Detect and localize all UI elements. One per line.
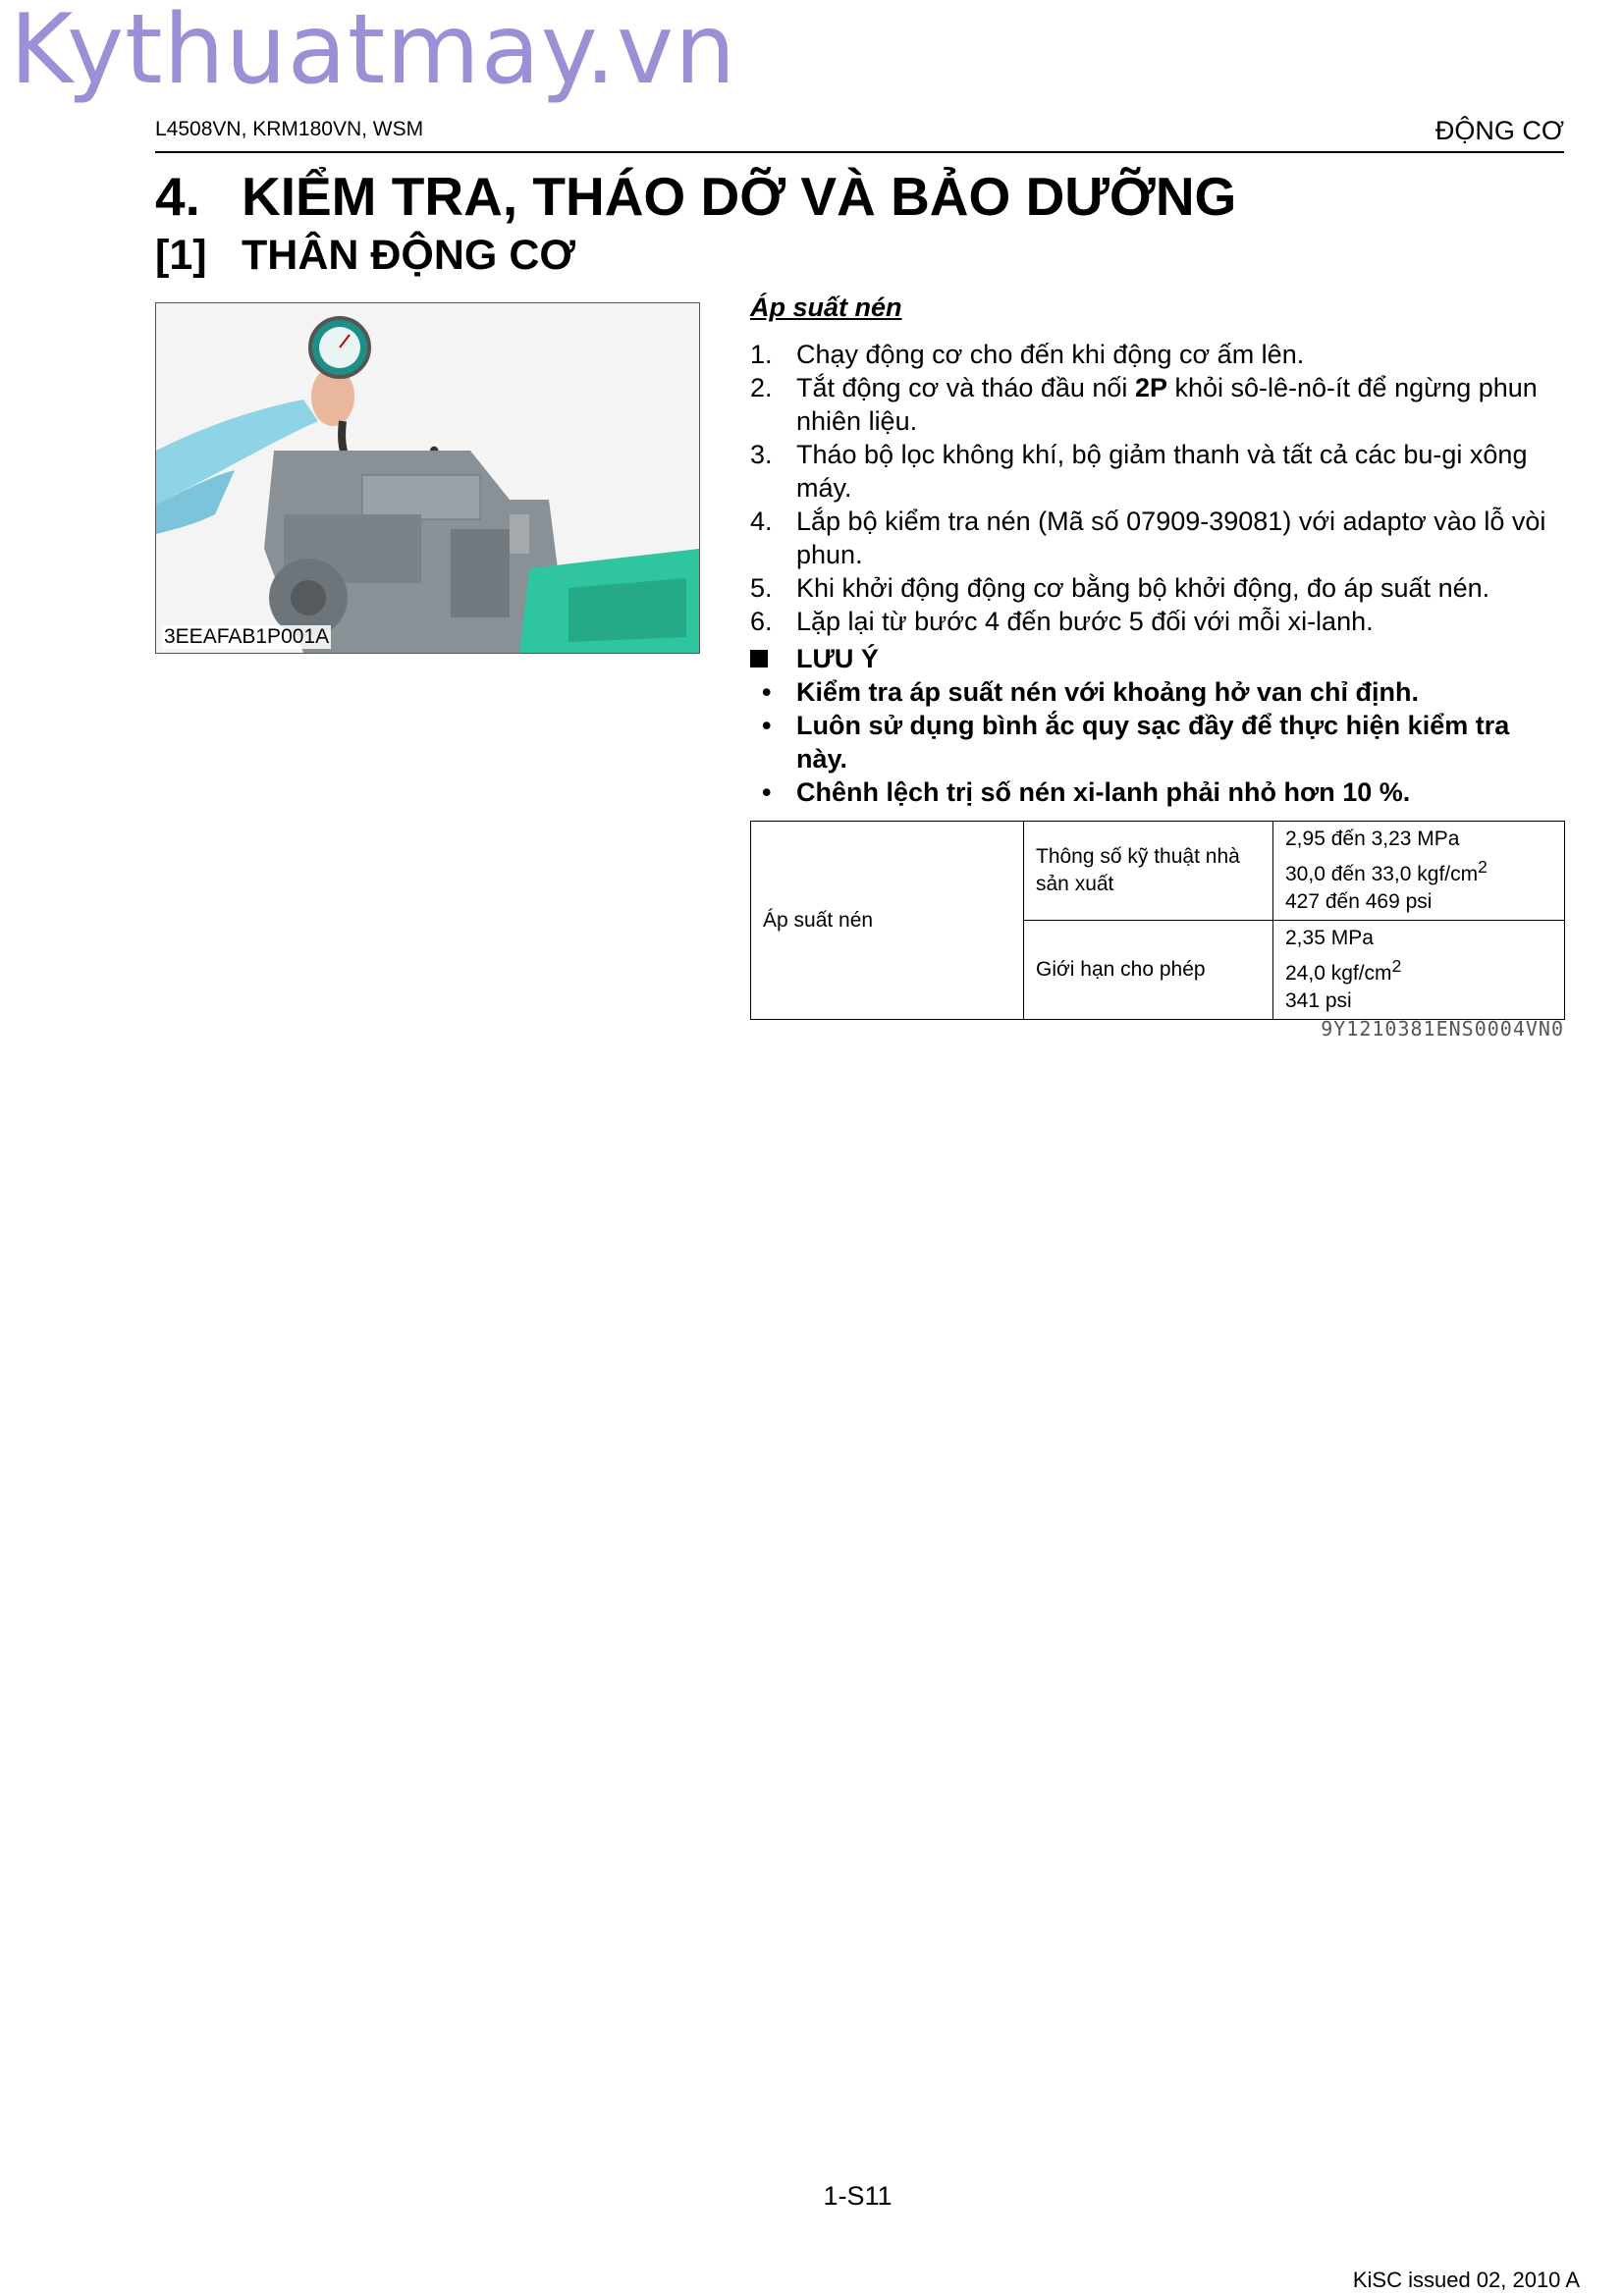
spec-label-cell: Giới hạn cho phép bbox=[1024, 921, 1273, 1020]
note-heading: LƯU Ý bbox=[750, 642, 1565, 675]
procedure-step: 6. Lặp lại từ bước 4 đến bước 5 đối với mỗi xi-lanh. bbox=[750, 607, 1374, 636]
procedure-step: 3. Tháo bộ lọc không khí, bộ giảm thanh và tất cả các bu-gi xông máy. bbox=[750, 440, 1528, 503]
spec-value-cell: 2,35 MPa 24,0 kgf/$cm^2$ 341 psi bbox=[1273, 921, 1565, 1020]
header-divider bbox=[155, 151, 1564, 153]
header-model-list: L4508VN, KRM180VN, WSM bbox=[155, 118, 424, 140]
procedure-step: 4. Lắp bộ kiểm tra nén (Mã số 07909-39081) với adaptơ vào lỗ vòi phun. bbox=[750, 507, 1546, 569]
chapter-heading-number: 4. bbox=[155, 166, 200, 227]
procedure-step: 5. Khi khởi động động cơ bằng bộ khởi động, đo áp suất nén. bbox=[750, 573, 1490, 603]
engine-compression-photo bbox=[155, 302, 700, 654]
header-chapter: ĐỘNG CƠ bbox=[1434, 116, 1564, 145]
note-item: • Kiểm tra áp suất nén với khoảng hở van chỉ định. bbox=[750, 675, 1565, 709]
chapter-heading bbox=[155, 165, 1236, 228]
bullet-icon: • bbox=[762, 677, 772, 707]
note-box bbox=[750, 642, 1565, 809]
procedure-steps bbox=[750, 338, 1565, 638]
procedure-title: Áp suất nén bbox=[750, 293, 902, 322]
section-heading-number: [1] bbox=[155, 232, 207, 279]
procedure-step: 2. Tắt động cơ và tháo đầu nối 2P khỏi sô-lê-nô-ít để ngừng phun nhiên liệu. bbox=[750, 373, 1538, 436]
section-heading bbox=[155, 232, 575, 280]
spec-value-cell: 2,95 đến 3,23 MPa 30,0 đến 33,0 kgf/$cm^2$ 427 đến 469 psi bbox=[1273, 822, 1565, 921]
page-number: 1-S11 bbox=[823, 2181, 893, 2211]
spec-item-cell: Áp suất nén bbox=[751, 822, 1024, 1020]
watermark-logo: Kythuatmay.vn bbox=[10, 0, 737, 106]
note-item: • Luôn sử dụng bình ắc quy sạc đầy để thực hiện kiểm tra này. bbox=[750, 709, 1565, 775]
bullet-icon: • bbox=[762, 777, 772, 807]
bullet-icon: • bbox=[762, 711, 772, 740]
document-code: 9Y1210381ENS0004VN0 bbox=[1321, 1017, 1564, 1041]
specification-table bbox=[750, 821, 1565, 1020]
chapter-heading-text: KIỂM TRA, THÁO DỠ VÀ BẢO DƯỠNG bbox=[242, 166, 1237, 227]
note-item: • Chênh lệch trị số nén xi-lanh phải nhỏ hơn 10 %. bbox=[750, 775, 1565, 809]
procedure-step: 1. Chạy động cơ cho đến khi động cơ ấm lên. bbox=[750, 340, 1305, 369]
spec-label-cell: Thông số kỹ thuật nhà sản xuất bbox=[1024, 822, 1273, 921]
figure-caption: 3EEAFAB1P001A bbox=[164, 625, 330, 648]
issue-info: KiSC issued 02, 2010 A bbox=[1352, 2268, 1580, 2292]
engine-illustration bbox=[156, 303, 699, 653]
section-heading-text: THÂN ĐỘNG CƠ bbox=[242, 232, 576, 279]
square-bullet-icon bbox=[750, 650, 768, 667]
table-row bbox=[751, 822, 1565, 921]
